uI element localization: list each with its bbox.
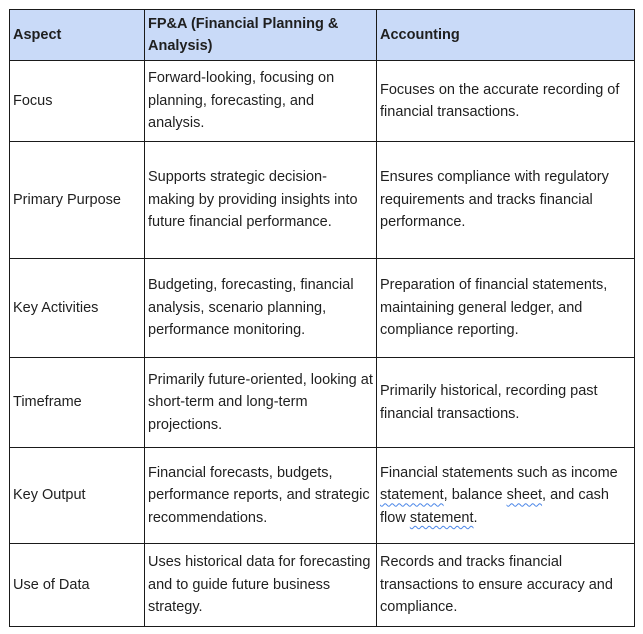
cell-fpa: Supports strategic decision-making by providing insights into future financial performance. — [145, 142, 377, 259]
cell-fpa: Primarily future-oriented, looking at short-term and long-term projections. — [145, 358, 377, 448]
cell-accounting: Ensures compliance with regulatory requirements and tracks financial performance. — [377, 142, 635, 259]
cell-aspect: Key Output — [10, 448, 145, 544]
cell-aspect: Timeframe — [10, 358, 145, 448]
table-row-primary-purpose — [10, 142, 635, 259]
spellcheck-word[interactable]: statement — [380, 487, 444, 504]
cell-fpa: Budgeting, forecasting, financial analysis, scenario planning, performance monitoring. — [145, 259, 377, 358]
text-fragment: , balance — [443, 487, 507, 504]
spellcheck-word[interactable]: statement — [409, 509, 474, 526]
table-row-use-of-data — [10, 544, 635, 627]
cell-aspect: Use of Data — [10, 544, 145, 627]
text-fragment: . — [473, 509, 478, 526]
header-fpa: FP&A (Financial Planning & Analysis) — [145, 10, 377, 61]
header-row — [10, 10, 635, 61]
spellcheck-word[interactable]: sheet — [506, 487, 543, 504]
cell-accounting: Preparation of financial statements, maintaining general ledger, and compliance reporting. — [377, 259, 635, 358]
cell-accounting — [377, 448, 635, 544]
cell-aspect: Primary Purpose — [10, 142, 145, 259]
cell-fpa: Forward-looking, focusing on planning, forecasting, and analysis. — [145, 61, 377, 142]
table-row-timeframe — [10, 358, 635, 448]
cell-accounting: Records and tracks financial transactions to ensure accuracy and compliance. — [377, 544, 635, 627]
text-fragment: , and cash flow — [380, 487, 609, 526]
cell-aspect: Focus — [10, 61, 145, 142]
comparison-table — [9, 9, 635, 627]
cell-aspect: Key Activities — [10, 259, 145, 358]
table-row-key-activities — [10, 259, 635, 358]
table-row-focus — [10, 61, 635, 142]
cell-fpa: Financial forecasts, budgets, performance reports, and strategic recommendations. — [145, 448, 377, 544]
cell-fpa: Uses historical data for forecasting and to guide future business strategy. — [145, 544, 377, 627]
cell-accounting: Focuses on the accurate recording of financial transactions. — [377, 61, 635, 142]
cell-accounting: Primarily historical, recording past financial transactions. — [377, 358, 635, 448]
header-aspect: Aspect — [10, 10, 145, 61]
text-fragment: Financial statements such as income — [380, 464, 618, 481]
table-row-key-output — [10, 448, 635, 544]
header-accounting: Accounting — [377, 10, 635, 61]
